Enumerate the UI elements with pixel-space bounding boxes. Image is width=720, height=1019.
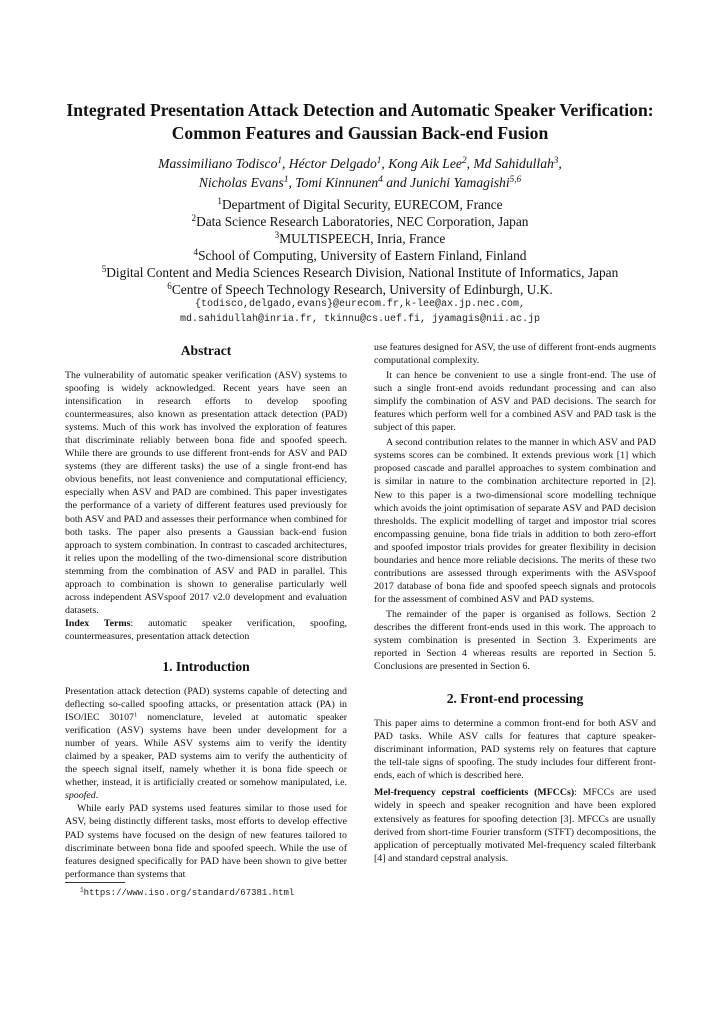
index-terms-text: : automatic speaker verification, spoofing, countermeasures, presentation attack detection <box>65 617 347 642</box>
author-name: Md Sahidullah <box>473 156 554 171</box>
footnote <box>80 888 294 898</box>
footnote-rule <box>65 882 125 883</box>
affiliation-text: MULTISPEECH, Inria, France <box>279 230 446 246</box>
affiliation-sup: 3 <box>274 229 280 240</box>
author-affil-sup: 3 <box>553 154 559 165</box>
affiliation <box>20 214 700 231</box>
intro-text: Presentation attack detection (PAD) systems capable of detecting and deflecting so-called spoofing attacks, or presentation attack (PA) in ISO/IEC 30107 <box>65 685 347 724</box>
section-heading-introduction: 1. Introduction <box>162 658 250 674</box>
affiliation-list <box>20 197 700 298</box>
intro-text: . <box>95 790 99 802</box>
email-block <box>40 297 680 327</box>
left-column <box>65 341 347 881</box>
email-line-2[interactable]: md.sahidullah@inria.fr, tkinnu@cs.uef.fi, jyamagis@nii.ac.jp <box>179 314 541 325</box>
right-paragraph-3: The remainder of the paper is organised as follows. Section 2 describes the different front-ends used in this work. The approach to system combination is presented in Section 3. Experiments are reported in Section 4 whereas results are reported in Section 5. Conclusions are presented in Section 6. <box>374 608 656 673</box>
mfcc-paragraph <box>374 786 656 864</box>
author-line-2: Nicholas Evans$^1$, Tomi Kinnunen$^4$ and Junichi Yamagishi$^{5,6}$ <box>198 173 522 190</box>
author-affil-sup: 1 <box>283 173 289 184</box>
author-name: Nicholas Evans <box>198 175 284 190</box>
intro-text: nomenclature, leveled at automatic speaker verification (ASV) systems have been under development for a number of years. While ASV systems aim to verify the identity claimed by a speaker, PAD systems aim to verify the authenticity of the speech signal itself, namely whether it is bona fide speech or whether, instead, it is artificially created or somehow manipulated, i.e. <box>65 712 348 789</box>
abstract-heading: Abstract <box>180 343 232 358</box>
author-name: Kong Aik Lee <box>388 156 462 171</box>
mfcc-label: Mel-frequency cepstral coefficients (MFCCs) <box>374 787 575 799</box>
right-paragraph-2: A second contribution relates to the manner in which ASV and PAD systems scores can be combined. It extends previous work [1] which proposed cascade and parallel approaches to system combination and is similar in nature to the combination architecture reported in [2]. New to this paper is a two-dimensional score modelling technique which avoids the joint optimisation of separate ASV and PAD decision thresholds. The explicit modelling of target and impostor trial scores encompassing genuine, bona fide trials in addition to both zero-effort and spoofed impostor trials provides for greater flexibility in decision boundaries and hence more reliable decisions. The merits of these two contributions are assessed through experiments with the ASVspoof 2017 database of bona fide and spoofed speech signals and protocols for the assessment of combined ASV and PAD systems. <box>374 437 656 605</box>
affiliation-text: Department of Digital Security, EURECOM, France <box>221 197 503 212</box>
affiliation-text: School of Computing, University of Eastern Finland, Finland <box>198 247 527 263</box>
paper-title <box>40 99 680 145</box>
author-line-1: Massimiliano Todisco$^1$, Héctor Delgado$^1$, Kong Aik Lee$^2$, Md Sahidullah$^3$, <box>158 154 562 171</box>
affiliation-sup: 5 <box>101 263 107 274</box>
affiliation-sup: 1 <box>217 196 222 206</box>
right-column <box>374 341 656 865</box>
affiliation <box>20 231 700 248</box>
section-heading-front-end: 2. Front-end processing <box>446 691 584 707</box>
index-terms-label: Index Terms <box>65 617 131 629</box>
affiliation-text: Digital Content and Media Sciences Research Division, National Institute of Informatics, Japan <box>106 264 619 280</box>
affiliation-sup: 2 <box>191 212 197 223</box>
footnote-marker[interactable]: 1 <box>134 711 138 719</box>
affiliation <box>20 248 700 265</box>
right-paragraph-1: It can hence be convenient to use a single front-end. The use of such a single front-end avoids redundant processing and can also simplify the combination of ASV and PAD decisions. The search for features which perform well for a combined ASV and PAD task is the subject of this paper. <box>374 370 656 434</box>
affiliation-text: Data Science Research Laboratories, NEC Corporation, Japan <box>196 213 529 229</box>
email-line-1[interactable]: {todisco,delgado,evans}@eurecom.fr,k-lee@ax.jp.nec.com, <box>194 299 526 310</box>
abstract-body: The vulnerability of automatic speaker verification (ASV) systems to spoofing is widely acknowledged. Recent years have seen an intensification in research efforts to develop spoofing countermeasures, also known as presentation attack detection (PAD) systems. Much of this work has involved the exploration of features that discriminate reliably between bona fide and spoofed speech. While there are grounds to use different front-ends for ASV and PAD systems (they are different tasks) the use of a single front-end has obvious benefits, not least convenience and computational efficiency, especially when ASV and PAD are combined. This paper investigates the performance of a variety of different features used previously for both ASV and PAD and assesses their performance when combined for both tasks. The paper also presents a Gaussian back-end fusion approach to system combination. In contrast to cascaded architectures, it relies upon the modelling of the two-dimensional score distribution stemming from the combination of ASV and PAD in parallel. This approach to combination is shown to generalise particularly well across independent ASVspoof 2017 v2.0 development and evaluation datasets. <box>65 370 347 616</box>
author-list <box>40 154 680 192</box>
right-paragraph-0: use features designed for ASV, the use of different front-ends augments computational complexity. <box>374 342 656 367</box>
title-line-2: Common Features and Gaussian Back-end Fusion <box>171 123 549 143</box>
author-name: Junichi Yamagishi <box>410 175 510 190</box>
author-affil-sup: 1 <box>376 154 382 165</box>
author-affil-sup: 4 <box>378 173 383 184</box>
author-name: Tomi Kinnunen <box>295 175 379 190</box>
author-name: Héctor Delgado <box>288 156 377 171</box>
author-affil-sup: 2 <box>461 154 467 165</box>
footnote-number: 1 <box>80 886 84 894</box>
intro-emphasis: spoofed <box>65 790 96 802</box>
affiliation <box>20 265 700 282</box>
author-name: Massimiliano Todisco <box>158 156 278 171</box>
affiliation-text: Centre of Speech Technology Research, University of Edinburgh, U.K. <box>171 281 553 297</box>
section2-paragraph-1: This paper aims to determine a common front-end for both ASV and PAD tasks. While ASV calls for features that capture speaker-discriminant information, PAD systems rely on features that capture the tell-tale signs of spoofing. The study includes four different front-ends, each of which is described here. <box>374 718 656 782</box>
footnote-url[interactable]: https://www.iso.org/standard/67381.html <box>83 888 295 898</box>
intro-paragraph-1 <box>65 685 347 802</box>
index-terms <box>65 617 347 643</box>
affiliation-sup: 6 <box>167 280 172 291</box>
affiliation <box>20 197 700 214</box>
title-line-1: Integrated Presentation Attack Detection and Automatic Speaker Verification: <box>66 100 654 120</box>
intro-paragraph-2: While early PAD systems used features similar to those used for ASV, being distinctly different tasks, most efforts to develop effective PAD systems have focused on the design of new features tailored to discriminate between bona fide and spoofed speech. While the use of features designed specifically for PAD have been shown to give better performance than systems that <box>65 803 347 880</box>
mfcc-text: : MFCCs are used widely in speech and speaker recognition and have been explored extensively as features for spoofing detection [3]. MFCCs are usually derived from short-time Fourier transform (STFT) decompositions, the application of perceptually motivated Mel-frequency scaled filterbank [4] and standard cepstral analysis. <box>374 787 657 864</box>
author-and: and <box>386 175 407 190</box>
affiliation <box>20 282 700 299</box>
author-affil-sup: 1 <box>277 154 282 165</box>
affiliation-sup: 4 <box>193 246 199 257</box>
author-affil-sup: 5,6 <box>509 173 522 184</box>
